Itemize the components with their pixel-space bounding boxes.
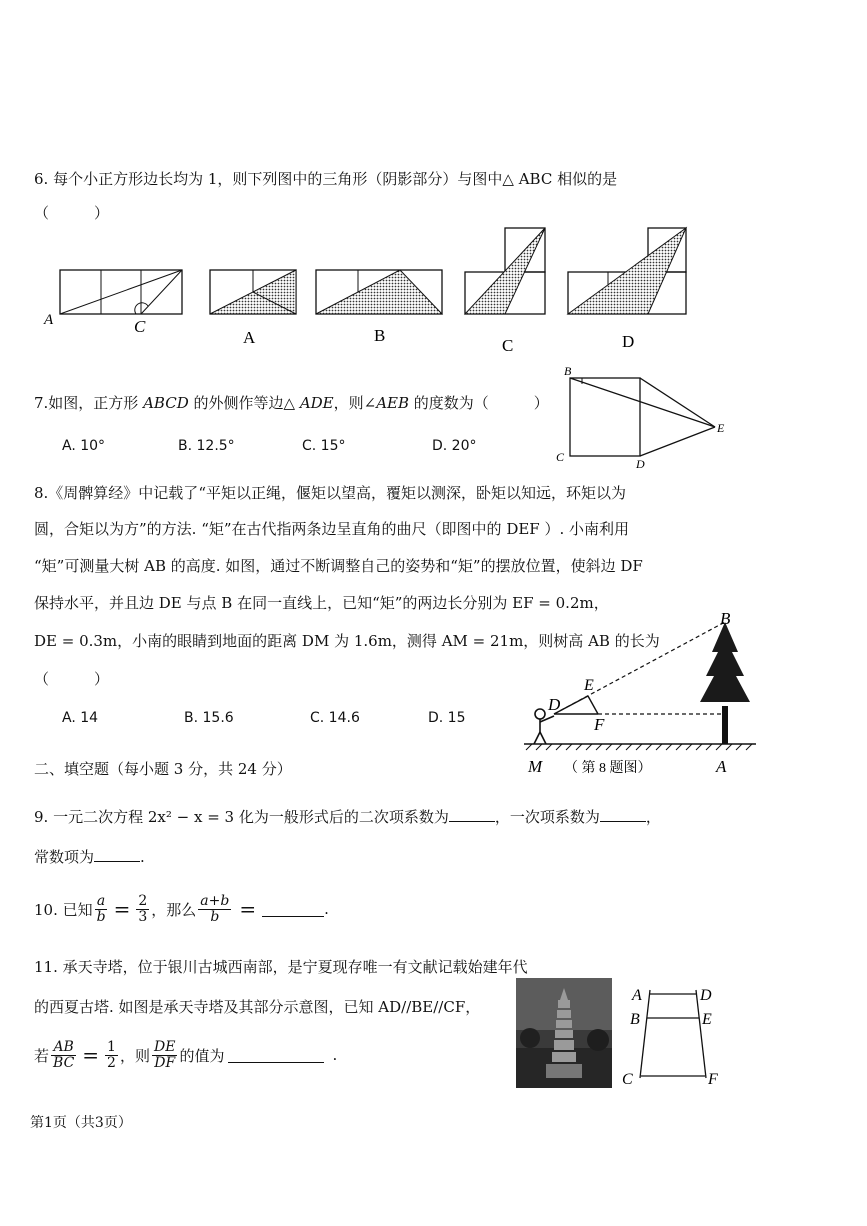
q8-label-m: M <box>528 757 543 776</box>
q8-tree-figure <box>700 622 750 744</box>
q6-label-a: A <box>44 312 54 328</box>
q11-label-d: D <box>700 987 712 1004</box>
page-footer: 第1页（共3页） <box>30 1115 132 1131</box>
q6-text: 6. 每个小正方形边长均为 1，则下列图中的三角形（阴影部分）与图中△ ABC 相似的是 <box>34 170 618 188</box>
q11-figure <box>620 978 730 1096</box>
q11-label-a: A <box>632 987 642 1004</box>
q8-line-3: “矩”可测量大树 AB 的高度. 如图，通过不断调整自己的姿势和“矩”的摆放位置，使斜边 DF <box>34 557 643 575</box>
q11-pagoda-photo <box>516 978 612 1088</box>
q9-blank-linear[interactable] <box>600 807 646 822</box>
q9-blank-quadratic[interactable] <box>449 807 495 822</box>
q8-choice-b: B. 15.6 <box>184 710 234 726</box>
q11-line-1: 11. 承天寺塔，位于银川古城西南部，是宁夏现存唯一有文献记载始建年代 <box>34 958 528 976</box>
q8-label-d: D <box>548 695 561 714</box>
q7-choice-b: B. 12.5° <box>178 438 235 454</box>
q8-line-1: 8.《周髀算经》中记载了“平矩以正绳，偃矩以望高，覆矩以测深，卧矩以知远，环矩以为 <box>34 484 626 502</box>
q7-choice-d: D. 20° <box>432 438 477 454</box>
q8-answer-paren: （ ） <box>34 670 110 688</box>
q6-answer-paren: （ ） <box>34 204 110 222</box>
q9-blank-constant[interactable] <box>94 847 140 862</box>
q11-label-c: C <box>622 1071 633 1088</box>
q6-option-a-figure <box>210 270 296 314</box>
q11-blank[interactable] <box>228 1048 324 1063</box>
q8-person-figure <box>534 709 554 744</box>
q6-option-c-label: C <box>502 336 514 355</box>
q7-label-b: B <box>564 364 572 378</box>
q10-line: 10. 已知 $\frac{a}{b}$ = $\frac{2}{3}$ ，那么 $\frac{a+b}{b}$ = . <box>34 893 329 925</box>
q8-label-f: F <box>594 715 605 734</box>
q8-figure-caption: （ 第 8 题图） <box>564 761 652 776</box>
q7-text: 7.如图，正方形 ABCD 的外侧作等边△ ADE，则∠AEB 的度数为（ ） <box>34 394 549 412</box>
q6-figures <box>40 222 720 362</box>
q11-label-b: B <box>630 1011 640 1028</box>
q11-line-2: 的西夏古塔. 如图是承天寺塔及其部分示意图，已知 AD//BE//CF， <box>34 998 481 1016</box>
q6-option-c-figure <box>465 228 545 314</box>
q8-choice-d: D. 15 <box>428 710 466 726</box>
q9-line-1: 9. 一元二次方程 2x² − x = 3 化为一般形式后的二次项系数为 ，一次项系数为 ， <box>34 808 661 826</box>
q6-original-figure <box>60 270 182 314</box>
q8-label-e: E <box>584 677 594 694</box>
section-2-heading: 二、填空题（每小题 3 分，共 24 分） <box>34 760 292 778</box>
q7-label-e: E <box>717 421 725 435</box>
q6-option-b-figure <box>316 270 442 314</box>
q11-label-e: E <box>702 1011 712 1028</box>
q8-choice-c: C. 14.6 <box>310 710 360 726</box>
q8-line-2: 圆，合矩以为方”的方法. “矩”在古代指两条边呈直角的曲尺（即图中的 DEF ）. 小南利用 <box>34 520 630 538</box>
q8-label-a: A <box>716 757 727 776</box>
q8-line-5: DE = 0.3m，小南的眼睛到地面的距离 DM 为 1.6m，测得 AM = 21m，则树高 AB 的长为 <box>34 632 660 650</box>
q7-label-d: D <box>636 457 645 471</box>
q6-option-d-label: D <box>622 332 635 351</box>
q8-choice-a: A. 14 <box>62 710 99 726</box>
q6-option-a-label: A <box>243 328 256 347</box>
q7-choice-c: C. 15° <box>302 438 346 454</box>
q6-option-d-figure <box>568 228 686 314</box>
q7-choice-a: A. 10° <box>62 438 106 454</box>
q8-line-4: 保持水平，并且边 DE 与点 B 在同一直线上，已知“矩”的两边长分别为 EF = 0.2m， <box>34 594 609 612</box>
q6-option-b-label: B <box>374 326 386 345</box>
q10-blank[interactable] <box>262 902 324 917</box>
q6-label-c: C <box>134 317 146 336</box>
q7-label-c: C <box>556 450 565 464</box>
q11-label-f: F <box>708 1071 718 1088</box>
q8-figure <box>516 608 766 780</box>
q11-line-3: 若 $\frac{AB}{BC}$ = $\frac{1}{2}$ ，则 $\frac{DE}{DF}$ 的值为 . <box>34 1039 338 1071</box>
q8-label-b: B <box>720 609 731 628</box>
q9-line-2: 常数项为 . <box>34 848 145 866</box>
q7-figure <box>550 362 740 474</box>
